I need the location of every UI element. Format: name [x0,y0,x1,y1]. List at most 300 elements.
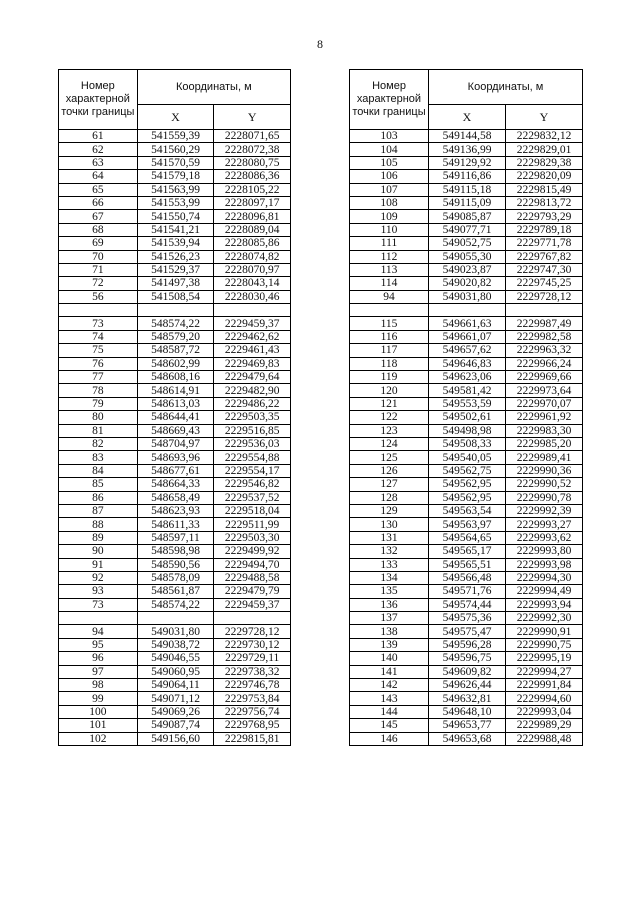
y-coordinate-cell: 2228089,04 [214,223,291,236]
y-coordinate-cell: 2229982,58 [506,330,583,343]
point-number-cell: 146 [350,732,429,745]
point-number-cell: 69 [59,237,138,250]
x-coordinate-cell: 548578,09 [137,571,214,584]
y-coordinate-cell: 2229993,94 [506,598,583,611]
point-number-cell: 67 [59,210,138,223]
x-coordinate-cell: 549574,44 [429,598,506,611]
table-row [350,478,583,491]
table-row [350,317,583,330]
table-row [350,330,583,343]
table-row [59,705,291,718]
point-number-header: Номер характерной точки границы [350,70,429,130]
table-row [59,464,291,477]
y-coordinate-cell: 2229994,27 [506,665,583,678]
point-number-cell: 71 [59,263,138,276]
point-number-cell: 95 [59,638,138,651]
table-row [350,143,583,156]
table-row [59,143,291,156]
table-row [59,437,291,450]
y-coordinate-cell: 2229793,29 [506,210,583,223]
table-row [350,531,583,544]
y-coordinate-cell: 2229459,37 [214,317,291,330]
x-coordinate-cell: 541553,99 [137,196,214,209]
y-coordinate-cell: 2229992,39 [506,504,583,517]
table-row [350,585,583,598]
point-number-cell: 128 [350,491,429,504]
table-row [350,545,583,558]
x-coordinate-cell: 548693,96 [137,451,214,464]
point-number-cell: 108 [350,196,429,209]
point-number-cell: 85 [59,478,138,491]
y-coordinate-cell: 2229988,48 [506,732,583,745]
point-number-cell: 143 [350,692,429,705]
point-number-cell: 77 [59,371,138,384]
point-number-cell [350,304,429,317]
x-coordinate-cell: 549052,75 [429,237,506,250]
y-coordinate-cell: 2228072,38 [214,143,291,156]
x-coordinate-cell: 541579,18 [137,170,214,183]
table-row [59,183,291,196]
point-number-cell: 100 [59,705,138,718]
table-row [59,478,291,491]
x-header: X [429,105,506,130]
point-number-cell: 70 [59,250,138,263]
point-number-cell: 94 [59,625,138,638]
y-coordinate-cell: 2229994,30 [506,571,583,584]
point-number-cell: 68 [59,223,138,236]
x-coordinate-cell: 549498,98 [429,424,506,437]
x-coordinate-cell: 549648,10 [429,705,506,718]
x-coordinate-cell: 548597,11 [137,531,214,544]
point-number-cell: 66 [59,196,138,209]
x-coordinate-cell: 549087,74 [137,719,214,732]
x-coordinate-cell: 549596,75 [429,652,506,665]
y-coordinate-cell: 2229730,12 [214,638,291,651]
y-coordinate-cell: 2229993,98 [506,558,583,571]
x-coordinate-cell [137,612,214,625]
y-coordinate-cell: 2229459,37 [214,598,291,611]
table-row [350,571,583,584]
y-coordinate-cell: 2229995,19 [506,652,583,665]
x-coordinate-cell: 549609,82 [429,665,506,678]
table-row [350,170,583,183]
point-number-cell: 137 [350,612,429,625]
point-number-cell: 127 [350,478,429,491]
point-number-cell: 86 [59,491,138,504]
point-number-cell: 122 [350,411,429,424]
point-number-cell: 105 [350,156,429,169]
x-coordinate-cell: 549031,80 [429,290,506,303]
point-number-cell [59,304,138,317]
table-row [59,330,291,343]
x-coordinate-cell: 548704,97 [137,437,214,450]
table-row [350,424,583,437]
point-number-cell: 126 [350,464,429,477]
x-coordinate-cell: 549657,62 [429,344,506,357]
x-coordinate-cell [429,304,506,317]
x-coordinate-cell: 549661,07 [429,330,506,343]
x-coordinate-cell: 548579,20 [137,330,214,343]
x-coordinate-cell: 548602,99 [137,357,214,370]
y-coordinate-cell: 2229993,27 [506,518,583,531]
y-coordinate-cell [214,612,291,625]
point-number-cell: 132 [350,545,429,558]
table-row [350,665,583,678]
y-coordinate-cell: 2229738,32 [214,665,291,678]
table-row [59,357,291,370]
y-coordinate-cell: 2228096,81 [214,210,291,223]
x-coordinate-cell: 548644,41 [137,411,214,424]
coordinates-table-right [349,69,583,746]
table-row [350,290,583,303]
table-row [350,491,583,504]
y-coordinate-cell: 2229989,29 [506,719,583,732]
point-number-cell: 144 [350,705,429,718]
point-number-cell: 112 [350,250,429,263]
table-row [59,397,291,410]
y-coordinate-cell: 2229994,60 [506,692,583,705]
x-coordinate-cell: 549136,99 [429,143,506,156]
point-number-cell: 117 [350,344,429,357]
point-number-cell: 120 [350,384,429,397]
x-coordinate-cell: 549632,81 [429,692,506,705]
x-coordinate-cell: 549031,80 [137,625,214,638]
y-coordinate-cell: 2229990,52 [506,478,583,491]
point-number-cell: 56 [59,290,138,303]
y-coordinate-cell: 2229989,41 [506,451,583,464]
x-coordinate-cell: 549115,09 [429,196,506,209]
point-number-cell: 64 [59,170,138,183]
x-coordinate-cell: 548608,16 [137,371,214,384]
x-coordinate-cell: 541570,59 [137,156,214,169]
y-coordinate-cell: 2229990,91 [506,625,583,638]
table-row [350,210,583,223]
y-coordinate-cell: 2229728,12 [214,625,291,638]
table-row [350,679,583,692]
table-row [59,170,291,183]
y-coordinate-cell: 2229511,99 [214,518,291,531]
point-number-cell: 94 [350,290,429,303]
point-number-cell: 124 [350,437,429,450]
table-row [59,571,291,584]
page-number: 8 [317,37,323,51]
point-number-cell: 134 [350,571,429,584]
table-row [350,625,583,638]
point-number-cell: 107 [350,183,429,196]
x-coordinate-cell: 549116,86 [429,170,506,183]
x-coordinate-cell: 549064,11 [137,679,214,692]
x-coordinate-cell: 549566,48 [429,571,506,584]
y-coordinate-cell: 2229963,32 [506,344,583,357]
table-row [350,504,583,517]
y-coordinate-cell: 2229554,17 [214,464,291,477]
table-row [350,732,583,745]
y-coordinate-cell: 2229815,49 [506,183,583,196]
table-row [59,263,291,276]
y-coordinate-cell: 2228085,86 [214,237,291,250]
y-coordinate-cell: 2229462,62 [214,330,291,343]
y-coordinate-cell [506,304,583,317]
point-number-cell: 74 [59,330,138,343]
point-number-cell: 84 [59,464,138,477]
coordinates-header: Координаты, м [429,70,583,105]
table-row [350,437,583,450]
x-coordinate-cell: 548614,91 [137,384,214,397]
point-number-cell: 83 [59,451,138,464]
x-coordinate-cell: 549575,47 [429,625,506,638]
point-number-cell: 62 [59,143,138,156]
table-row [350,558,583,571]
point-number-cell: 90 [59,545,138,558]
x-coordinate-cell: 549046,55 [137,652,214,665]
table-row [350,598,583,611]
y-coordinate-cell: 2228070,97 [214,263,291,276]
x-coordinate-cell: 548574,22 [137,317,214,330]
point-number-cell: 133 [350,558,429,571]
y-coordinate-cell: 2229747,30 [506,263,583,276]
table-row [350,719,583,732]
table-row [350,344,583,357]
point-number-cell: 135 [350,585,429,598]
x-coordinate-cell: 548598,98 [137,545,214,558]
point-number-cell: 96 [59,652,138,665]
y-coordinate-cell: 2229993,04 [506,705,583,718]
x-coordinate-cell: 549502,61 [429,411,506,424]
table-row [350,357,583,370]
table-row [350,451,583,464]
y-coordinate-cell: 2229753,84 [214,692,291,705]
y-coordinate-cell: 2229820,09 [506,170,583,183]
table-row [59,304,291,317]
table-row [350,156,583,169]
y-coordinate-cell: 2228097,17 [214,196,291,209]
table-row [59,504,291,517]
point-number-cell: 92 [59,571,138,584]
y-coordinate-cell: 2229756,74 [214,705,291,718]
point-number-cell: 125 [350,451,429,464]
y-coordinate-cell: 2229482,90 [214,384,291,397]
x-coordinate-cell: 548664,33 [137,478,214,491]
x-coordinate-cell: 549571,76 [429,585,506,598]
table-row [59,665,291,678]
x-coordinate-cell: 549646,83 [429,357,506,370]
table-body-left [59,130,291,746]
y-coordinate-cell: 2229973,64 [506,384,583,397]
table-row [350,638,583,651]
table-row [350,223,583,236]
y-coordinate-cell: 2228105,22 [214,183,291,196]
y-coordinate-cell: 2229499,92 [214,545,291,558]
x-coordinate-cell: 548590,56 [137,558,214,571]
y-coordinate-cell: 2229990,36 [506,464,583,477]
table-row [59,652,291,665]
point-number-cell: 82 [59,437,138,450]
point-number-cell: 116 [350,330,429,343]
y-coordinate-cell: 2229961,92 [506,411,583,424]
point-number-cell: 141 [350,665,429,678]
y-coordinate-cell: 2229461,43 [214,344,291,357]
table-row [59,451,291,464]
table-row [350,411,583,424]
point-number-cell: 101 [59,719,138,732]
x-coordinate-cell: 549562,95 [429,491,506,504]
x-coordinate-cell: 549085,87 [429,210,506,223]
x-coordinate-cell: 548658,49 [137,491,214,504]
point-number-cell: 145 [350,719,429,732]
y-coordinate-cell: 2229746,78 [214,679,291,692]
y-coordinate-cell: 2229503,30 [214,531,291,544]
x-coordinate-cell: 549071,12 [137,692,214,705]
point-number-cell: 131 [350,531,429,544]
point-number-cell: 89 [59,531,138,544]
y-coordinate-cell: 2229767,82 [506,250,583,263]
y-coordinate-cell: 2229829,38 [506,156,583,169]
x-coordinate-cell: 548669,43 [137,424,214,437]
y-coordinate-cell: 2229745,25 [506,277,583,290]
table-row [59,518,291,531]
x-coordinate-cell: 548574,22 [137,598,214,611]
table-row [350,384,583,397]
point-number-cell: 136 [350,598,429,611]
x-coordinate-cell: 549144,58 [429,130,506,143]
point-number-cell: 97 [59,665,138,678]
y-coordinate-cell: 2229970,07 [506,397,583,410]
point-number-cell: 65 [59,183,138,196]
point-number-header: Номер характерной точки границы [59,70,138,130]
y-header: Y [214,105,291,130]
point-number-cell: 79 [59,397,138,410]
table-row [350,397,583,410]
table-row [59,531,291,544]
point-number-cell: 63 [59,156,138,169]
y-coordinate-cell: 2228080,75 [214,156,291,169]
x-coordinate-cell: 548611,33 [137,518,214,531]
y-coordinate-cell: 2229516,85 [214,424,291,437]
table-row [59,692,291,705]
x-coordinate-cell: 549129,92 [429,156,506,169]
x-header: X [137,105,214,130]
point-number-cell: 98 [59,679,138,692]
x-coordinate-cell: 549653,77 [429,719,506,732]
table-row [59,344,291,357]
x-coordinate-cell: 548613,03 [137,397,214,410]
point-number-cell: 88 [59,518,138,531]
x-coordinate-cell: 541550,74 [137,210,214,223]
x-coordinate-cell: 541508,54 [137,290,214,303]
x-coordinate-cell: 549563,97 [429,518,506,531]
x-coordinate-cell: 541497,38 [137,277,214,290]
y-coordinate-cell: 2229771,78 [506,237,583,250]
point-number-cell [59,612,138,625]
x-coordinate-cell: 549020,82 [429,277,506,290]
table-row [59,491,291,504]
x-coordinate-cell [137,304,214,317]
point-number-cell: 110 [350,223,429,236]
x-coordinate-cell: 541529,37 [137,263,214,276]
y-coordinate-cell: 2229479,79 [214,585,291,598]
table-row [59,210,291,223]
table-row [350,183,583,196]
table-row [59,612,291,625]
table-row [59,679,291,692]
y-coordinate-cell: 2229990,78 [506,491,583,504]
point-number-cell: 81 [59,424,138,437]
y-coordinate-cell: 2229503,35 [214,411,291,424]
y-coordinate-cell: 2228043,14 [214,277,291,290]
y-coordinate-cell: 2229488,58 [214,571,291,584]
table-row [350,371,583,384]
point-number-cell: 72 [59,277,138,290]
point-number-cell: 140 [350,652,429,665]
point-number-cell: 138 [350,625,429,638]
table-row [59,290,291,303]
y-coordinate-cell: 2229829,01 [506,143,583,156]
y-coordinate-cell: 2229815,81 [214,732,291,745]
table-row [350,612,583,625]
table-row [350,652,583,665]
coordinates-table-left [58,69,291,746]
y-coordinate-cell: 2229993,62 [506,531,583,544]
point-number-cell: 115 [350,317,429,330]
table-row [59,223,291,236]
point-number-cell: 99 [59,692,138,705]
x-coordinate-cell: 549069,26 [137,705,214,718]
point-number-cell: 80 [59,411,138,424]
point-number-cell: 123 [350,424,429,437]
y-coordinate-cell: 2229479,64 [214,371,291,384]
point-number-cell: 109 [350,210,429,223]
y-coordinate-cell: 2229990,75 [506,638,583,651]
table-row [350,237,583,250]
point-number-cell: 73 [59,598,138,611]
y-coordinate-cell: 2229537,52 [214,491,291,504]
table-row [350,277,583,290]
x-coordinate-cell: 541560,29 [137,143,214,156]
x-coordinate-cell: 549553,59 [429,397,506,410]
table-row [59,411,291,424]
table-row [350,263,583,276]
y-coordinate-cell: 2229554,88 [214,451,291,464]
point-number-cell: 111 [350,237,429,250]
y-coordinate-cell: 2229987,49 [506,317,583,330]
x-coordinate-cell: 549077,71 [429,223,506,236]
y-coordinate-cell: 2229469,83 [214,357,291,370]
x-coordinate-cell: 549060,95 [137,665,214,678]
y-coordinate-cell: 2229993,80 [506,545,583,558]
x-coordinate-cell: 549055,30 [429,250,506,263]
x-coordinate-cell: 549565,17 [429,545,506,558]
y-coordinate-cell: 2228074,82 [214,250,291,263]
x-coordinate-cell: 549115,18 [429,183,506,196]
point-number-cell: 114 [350,277,429,290]
y-coordinate-cell: 2229969,66 [506,371,583,384]
y-coordinate-cell: 2229518,04 [214,504,291,517]
point-number-cell: 102 [59,732,138,745]
table-row [59,250,291,263]
x-coordinate-cell: 549596,28 [429,638,506,651]
x-coordinate-cell: 549565,51 [429,558,506,571]
x-coordinate-cell: 549562,95 [429,478,506,491]
x-coordinate-cell: 549564,65 [429,531,506,544]
x-coordinate-cell: 549023,87 [429,263,506,276]
table-row [59,545,291,558]
x-coordinate-cell: 541563,99 [137,183,214,196]
table-row [350,692,583,705]
table-row [59,625,291,638]
y-coordinate-cell: 2229983,30 [506,424,583,437]
table-row [350,464,583,477]
x-coordinate-cell: 541541,21 [137,223,214,236]
